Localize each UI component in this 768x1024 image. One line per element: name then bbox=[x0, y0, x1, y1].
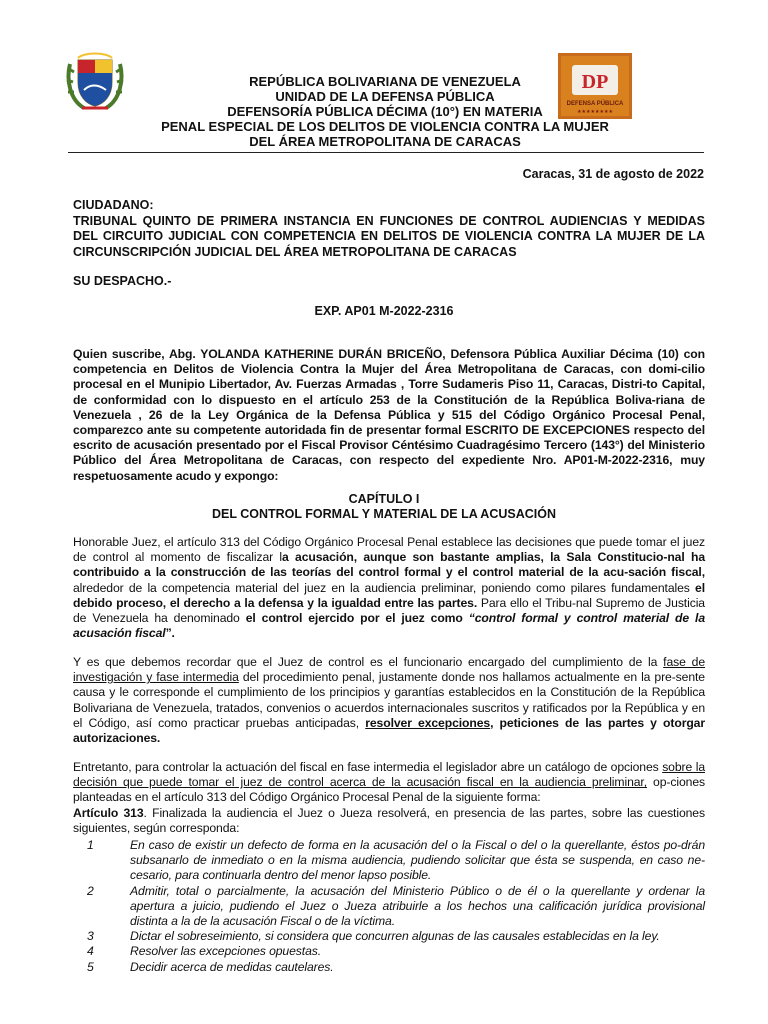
chapter-subtitle: DEL CONTROL FORMAL Y MATERIAL DE LA ACUSACIÓN bbox=[212, 507, 556, 521]
list-item-text: Decidir acerca de medidas cautelares. bbox=[130, 959, 334, 974]
list-item bbox=[87, 944, 705, 959]
list-item bbox=[87, 960, 705, 975]
list-item bbox=[87, 838, 705, 884]
header-divider bbox=[68, 152, 704, 153]
p2-text-d: resolver excepciones bbox=[365, 715, 491, 730]
logo-caption: DEFENSA PÚBLICA bbox=[566, 101, 624, 107]
list-item-number: 1 bbox=[87, 838, 94, 852]
list-item-text: Admitir, total o parcialmente, la acusación del Ministerio Público o de él o la querellante y ordenar la apertura a juicio, pudiendo el Juez o Jueza atribuirle a los hechos una calificación jurídica provisional distinta a la de la acusación Fiscal o de la víctima. bbox=[130, 883, 705, 929]
p1-text-h: ”. bbox=[165, 626, 175, 641]
header-line-1: REPÚBLICA BOLIVARIANA DE VENEZUELA bbox=[249, 74, 521, 89]
list-item-number: 5 bbox=[87, 959, 94, 974]
expediente-number: EXP. AP01 M-2022-2316 bbox=[314, 304, 454, 318]
p1-text-c: alrededor de la competencia material del juez en la audiencia preliminar, poniendo como pilares fundamentales bbox=[73, 580, 696, 595]
p3-text-d: Artículo 313 bbox=[73, 805, 144, 820]
header-line-2: UNIDAD DE LA DEFENSA PÚBLICA bbox=[275, 89, 495, 104]
list-item-number: 3 bbox=[87, 929, 94, 944]
addressee-block bbox=[73, 198, 705, 260]
logo-stars-icon: ★★★★★★★★ bbox=[577, 109, 613, 115]
list-item-text: En caso de existir un defecto de forma en la acusación del o la Fiscal o del o la querellante, éstos po-drán subsanarlo de inmediato o en la misma audiencia, pudiendo solicitar que ésta se suspenda, en caso ne-cesario, para continuarla dentro del menor lapso posible. bbox=[130, 838, 705, 883]
document-date: Caracas, 31 de agosto de 2022 bbox=[522, 167, 704, 181]
logo-text: DP bbox=[581, 71, 609, 93]
article-313-list bbox=[87, 838, 705, 975]
p1-text-e: Para ello el Tribu-nal Supremo de Justicia de Venezuela ha denominado bbox=[73, 595, 705, 626]
p2-text-b: fase de investigación y fase intermedia bbox=[73, 655, 706, 685]
paragraph-2 bbox=[73, 655, 705, 746]
chapter-title: CAPÍTULO I bbox=[348, 492, 420, 506]
addressee-text: TRIBUNAL QUINTO DE PRIMERA INSTANCIA EN FUNCIONES DE CONTROL AUDIENCIAS Y MEDIDAS DEL CIRCUITO JUDICIAL CON COMPETENCIA EN DELITOS DE VIOLENCIA CONTRA LA MUJER DE LA CIRCUNSCRIPCIÓN JUDICIAL DEL ÁREA METROPOLITANA DE CARACAS bbox=[73, 213, 705, 259]
header-line-3: DEFENSORÍA PÚBLICA DÉCIMA (10°) EN MATERIA bbox=[227, 104, 543, 119]
paragraph-3 bbox=[73, 760, 705, 836]
header-line-4: PENAL ESPECIAL DE LOS DELITOS DE VIOLENCIA CONTRA LA MUJER bbox=[161, 119, 609, 134]
p2-text-e: , peticiones de las partes y otorgar autorizaciones. bbox=[73, 715, 705, 746]
list-item-text: Resolver las excepciones opuestas. bbox=[130, 944, 322, 959]
p1-text-d: el debido proceso, el derecho a la defensa y la igualdad entre las partes. bbox=[73, 580, 705, 610]
list-item-number: 4 bbox=[87, 944, 94, 959]
addressee-label: CIUDADANO: bbox=[73, 198, 154, 212]
p1-text-b: a acusación, aunque son bastante amplias, la Sala Constitucio-nal ha contribuido a la construcción de las teorías del control formal y el control material de la acu-sación fiscal, bbox=[73, 550, 705, 580]
p1-text-g: “control formal y control material de la acusación fiscal bbox=[73, 611, 706, 641]
chapter-heading bbox=[0, 492, 768, 522]
paragraph-1 bbox=[73, 535, 705, 641]
header-line-5: DEL ÁREA METROPOLITANA DE CARACAS bbox=[249, 134, 521, 149]
list-item-text: Dictar el sobreseimiento, si considera que concurren algunas de las causales establecidas en la ley. bbox=[130, 929, 660, 944]
p1-text-a: Honorable Juez, el artículo 313 del Código Orgánico Procesal Penal establece las decisiones que puede tomar el juez de control al momento de fiscalizar l bbox=[73, 535, 705, 565]
p1-text-f: el control ejercido por el juez como bbox=[245, 611, 469, 626]
p3-text-a: Entretanto, para controlar la actuación del fiscal en fase intermedia el legislador abre un catálogo de opciones bbox=[73, 760, 663, 774]
defensa-publica-logo bbox=[558, 53, 632, 119]
p2-text-a: Y es que debemos recordar que el Juez de control es el funcionario encargado del cumplimiento de la bbox=[73, 655, 664, 669]
intro-paragraph: Quien suscribe, Abg. YOLANDA KATHERINE DURÁN BRICEÑO, Defensora Pública Auxiliar Décima (10) con competencia en Delitos de Violencia Contra la Mujer del Área Metropolitana de Caracas, con domi-cilio procesal en el Munipio Libertador, Av. Fuerzas Armadas , Torre Sudameris Piso 11, Caracas, Distri-to Capital, de conformidad con lo dispuesto en el artículo 253 de la Constitución de la República Boliva-riana de Venezuela , 26 de la Ley Orgánica de la Defensa Pública y 515 del Código Orgánico Procesal Penal, comparezco ante su competente autoridada fin de presentar formal ESCRITO DE EXCEPCIONES respecto del escrito de acusación presentado por el Fiscal Provisor Céntésimo Cuadragésimo Tercero (143°) del Ministerio Público del Área Metropolitana de Caracas, con respecto del expediente Nro. AP01-M-2022-2316, muy respetuosamente acudo y expongo: bbox=[73, 347, 705, 483]
coat-of-arms-icon bbox=[64, 50, 126, 114]
list-item-number: 2 bbox=[87, 883, 94, 898]
p3-text-e: . Finalizada la audiencia el Juez o Jueza resolverá, en presencia de las partes, sobre las cuestiones siguientes, según corresponda: bbox=[73, 805, 705, 835]
p2-text-c: del procedimiento penal, justamente donde nos hallamos actualmente en la pre-sente causa y le corresponde el cumplimiento de los principios y garantías establecidos en la Constitución de la República Bolivariana de Venezuela, tratados, convenios o acuerdos internacionales suscritos y ratificados por la República y en el Código, así como practicar pruebas anticipadas, bbox=[73, 670, 705, 730]
p3-text-c: op-ciones planteadas en el artículo 313 del Código Orgánico Procesal Penal de la siguiente forma: bbox=[73, 775, 706, 805]
list-item bbox=[87, 884, 705, 930]
p3-text-b: sobre la decisión que puede tomar el juez de control acerca de la acusación fiscal en la audiencia preliminar, bbox=[73, 760, 705, 790]
despacho-line: SU DESPACHO.- bbox=[73, 274, 172, 288]
list-item bbox=[87, 929, 705, 944]
